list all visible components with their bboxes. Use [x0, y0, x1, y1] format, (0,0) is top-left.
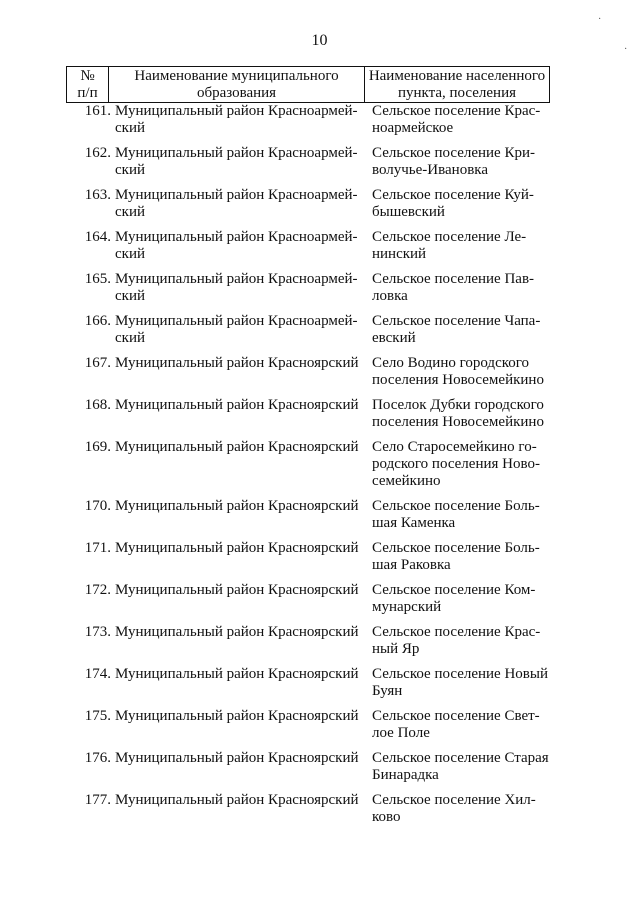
row-municipality: Муниципальный район Красноярский — [115, 498, 359, 514]
table-row — [70, 666, 590, 700]
row-municipality: Муниципальный район Красноармей- ский — [115, 229, 358, 262]
row-number: 177. — [84, 792, 111, 808]
row-municipality: Муниципальный район Красноармей- ский — [115, 187, 358, 220]
table-row — [70, 103, 590, 137]
row-settlement: Поселок Дубки городского поселения Новосемейкино — [372, 397, 544, 430]
row-settlement: Сельское поселение Куй- бышевский — [372, 187, 534, 220]
row-number: 162. — [84, 145, 111, 161]
table-row — [70, 397, 590, 431]
table-row — [70, 439, 590, 490]
table-header — [66, 66, 550, 103]
table-row — [70, 708, 590, 742]
row-settlement: Сельское поселение Боль- шая Раковка — [372, 540, 540, 573]
row-settlement: Сельское поселение Новый Буян — [372, 666, 548, 699]
row-municipality: Муниципальный район Красноармей- ский — [115, 145, 358, 178]
row-municipality: Муниципальный район Красноярский — [115, 355, 359, 371]
row-settlement: Сельское поселение Ком- мунарский — [372, 582, 536, 615]
row-municipality: Муниципальный район Красноярский — [115, 708, 359, 724]
row-settlement: Сельское поселение Крас- ный Яр — [372, 624, 541, 657]
row-settlement: Сельское поселение Пав- ловка — [372, 271, 535, 304]
header-municipality: Наименование муниципального образования — [109, 67, 365, 103]
row-settlement: Село Старосемейкино го- родского поселения Ново- семейкино — [372, 439, 540, 489]
row-municipality: Муниципальный район Красноярский — [115, 439, 359, 455]
row-settlement: Сельское поселение Старая Бинарадка — [372, 750, 549, 783]
row-municipality: Муниципальный район Красноярский — [115, 397, 359, 413]
row-number: 168. — [84, 397, 111, 413]
table-row — [70, 145, 590, 179]
row-settlement: Сельское поселение Крас- ноармейское — [372, 103, 541, 136]
row-number: 172. — [84, 582, 111, 598]
row-municipality: Муниципальный район Красноармей- ский — [115, 313, 358, 346]
row-municipality: Муниципальный район Красноярский — [115, 582, 359, 598]
table-row — [70, 582, 590, 616]
row-number: 173. — [84, 624, 111, 640]
row-settlement: Сельское поселение Свет- лое Поле — [372, 708, 540, 741]
row-settlement: Село Водино городского поселения Новосемейкино — [372, 355, 544, 388]
table-body — [70, 103, 590, 834]
row-settlement: Сельское поселение Боль- шая Каменка — [372, 498, 540, 531]
row-number: 170. — [84, 498, 111, 514]
row-municipality: Муниципальный район Красноярский — [115, 666, 359, 682]
row-settlement: Сельское поселение Кри- волучье-Ивановка — [372, 145, 535, 178]
table-row — [70, 271, 590, 305]
table-row — [70, 540, 590, 574]
page-number: 10 — [311, 32, 328, 49]
row-number: 163. — [84, 187, 111, 203]
row-number: 176. — [84, 750, 111, 766]
table-row — [70, 624, 590, 658]
table-row — [70, 229, 590, 263]
row-municipality: Муниципальный район Красноярский — [115, 750, 359, 766]
table-row — [70, 187, 590, 221]
row-number: 165. — [84, 271, 111, 287]
row-municipality: Муниципальный район Красноярский — [115, 792, 359, 808]
row-number: 167. — [84, 355, 111, 371]
scan-speck: · — [624, 44, 628, 55]
table-row — [70, 792, 590, 826]
row-municipality: Муниципальный район Красноярский — [115, 624, 359, 640]
table-row — [70, 313, 590, 347]
scan-speck: · — [598, 14, 602, 25]
table-row — [70, 355, 590, 389]
row-settlement: Сельское поселение Чапа- евский — [372, 313, 541, 346]
row-number: 169. — [84, 439, 111, 455]
table-row — [70, 498, 590, 532]
row-settlement: Сельское поселение Хил- ково — [372, 792, 536, 825]
row-number: 174. — [84, 666, 111, 682]
row-number: 171. — [84, 540, 111, 556]
row-municipality: Муниципальный район Красноярский — [115, 540, 359, 556]
row-number: 161. — [84, 103, 111, 119]
row-number: 175. — [84, 708, 111, 724]
row-number: 166. — [84, 313, 111, 329]
table-row — [70, 750, 590, 784]
row-municipality: Муниципальный район Красноармей- ский — [115, 271, 358, 304]
header-num: № п/п — [67, 67, 109, 103]
header-settlement: Наименование населенного пункта, поселения — [365, 67, 550, 103]
row-settlement: Сельское поселение Ле- нинский — [372, 229, 527, 262]
row-municipality: Муниципальный район Красноармей- ский — [115, 103, 358, 136]
row-number: 164. — [84, 229, 111, 245]
